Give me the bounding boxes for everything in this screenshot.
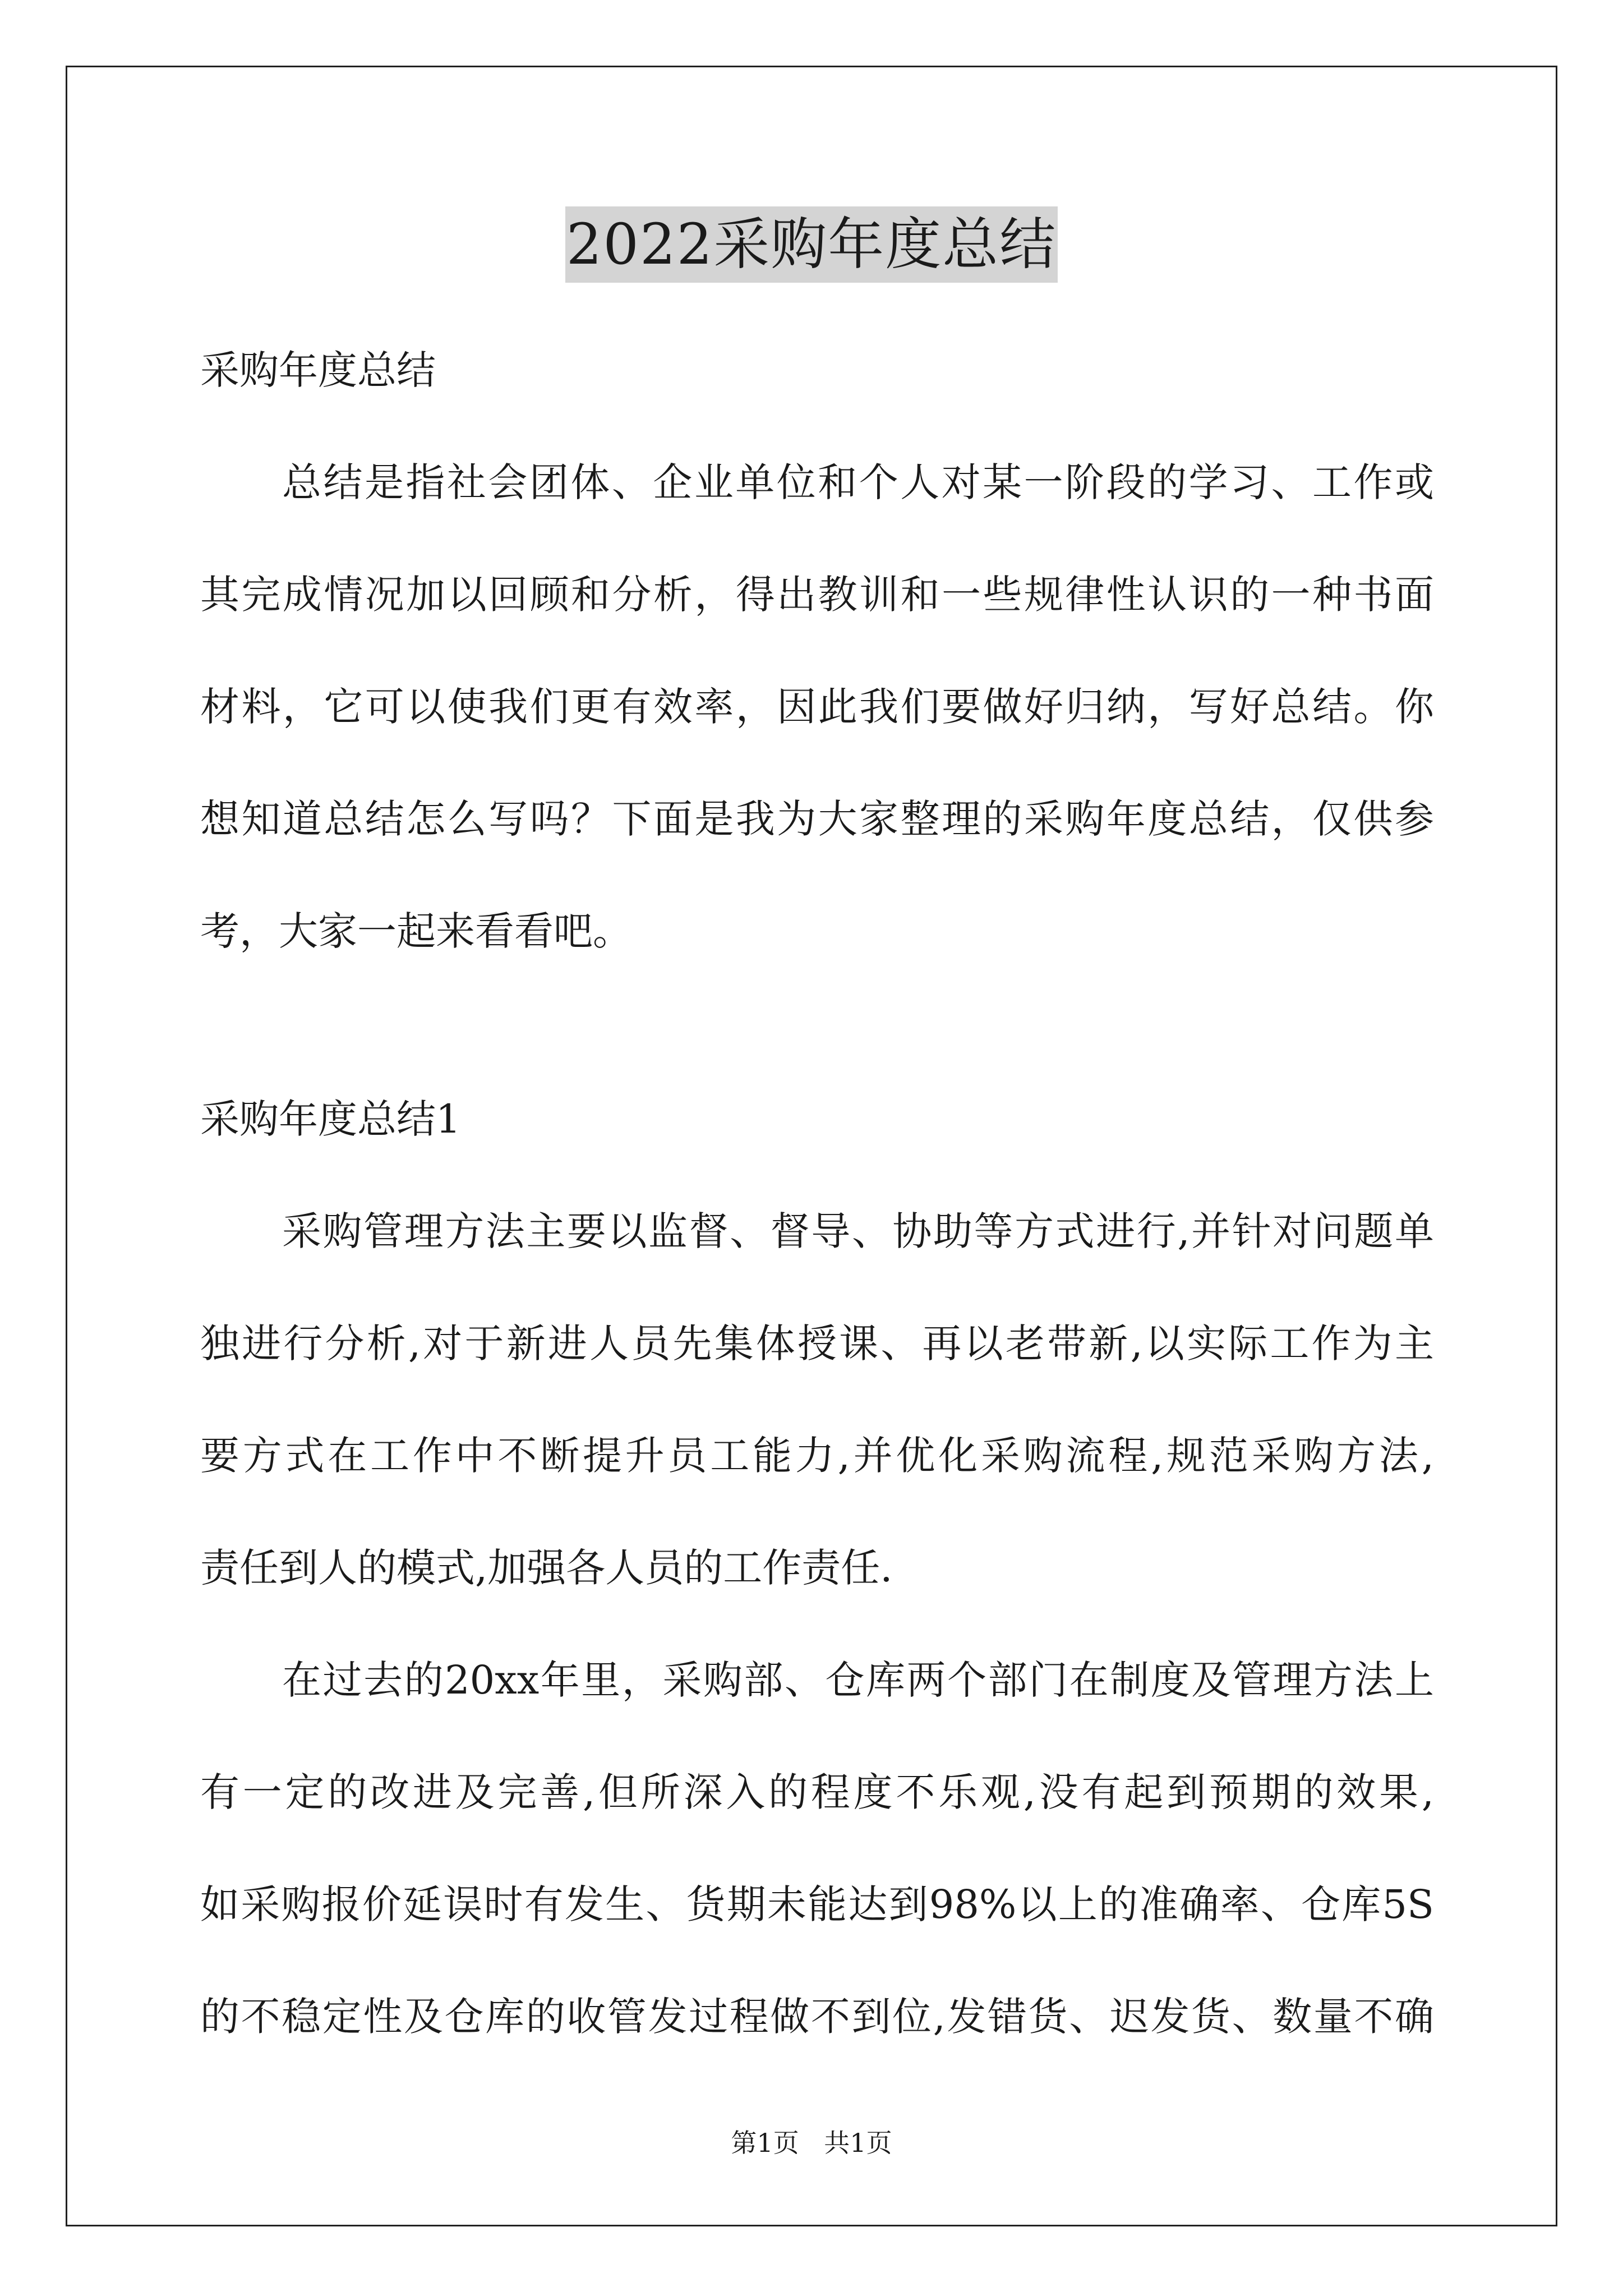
section1-heading: 采购年度总结1 [200,1096,461,1142]
intro-line: 考，大家一起来看看吧。 [200,908,632,954]
intro-line: 想知道总结怎么写吗？下面是我为大家整理的采购年度总结，仅供参 [200,796,1434,842]
section1-para2-line: 有一定的改进及完善,但所深入的程度不乐观,没有起到预期的效果, [200,1769,1434,1815]
intro-heading: 采购年度总结 [200,347,436,393]
section-spacer [200,987,1434,1063]
section1-para1-line: 采购管理方法主要以监督、督导、协助等方式进行,并针对问题单 [282,1208,1434,1254]
section1-para2-line: 如采购报价延误时有发生、货期未能达到98%以上的准确率、仓库5S [200,1881,1434,1927]
title-block [0,206,1623,283]
document-body [200,314,1434,2073]
intro-line: 其完成情况加以回顾和分析，得出教训和一些规律性认识的一种书面 [200,572,1434,618]
section1-para2-line: 在过去的20xx年里，采购部、仓库两个部门在制度及管理方法上 [282,1657,1434,1703]
section1-para1-line: 独进行分析,对于新进人员先集体授课、再以老带新,以实际工作为主 [200,1320,1434,1366]
section1-para1-line: 要方式在工作中不断提升员工能力,并优化采购流程,规范采购方法, [200,1433,1434,1479]
intro-line: 材料，它可以使我们更有效率，因此我们要做好归纳，写好总结。你 [200,684,1434,730]
document-title: 2022采购年度总结 [565,206,1058,283]
section1-para2-line: 的不稳定性及仓库的收管发过程做不到位,发错货、迟发货、数量不确 [200,1994,1434,2040]
section1-para1-line: 责任到人的模式,加强各人员的工作责任. [200,1545,893,1591]
intro-line: 总结是指社会团体、企业单位和个人对某一阶段的学习、工作或 [282,459,1434,505]
page-footer: 第1页 共1页 [731,2128,892,2158]
